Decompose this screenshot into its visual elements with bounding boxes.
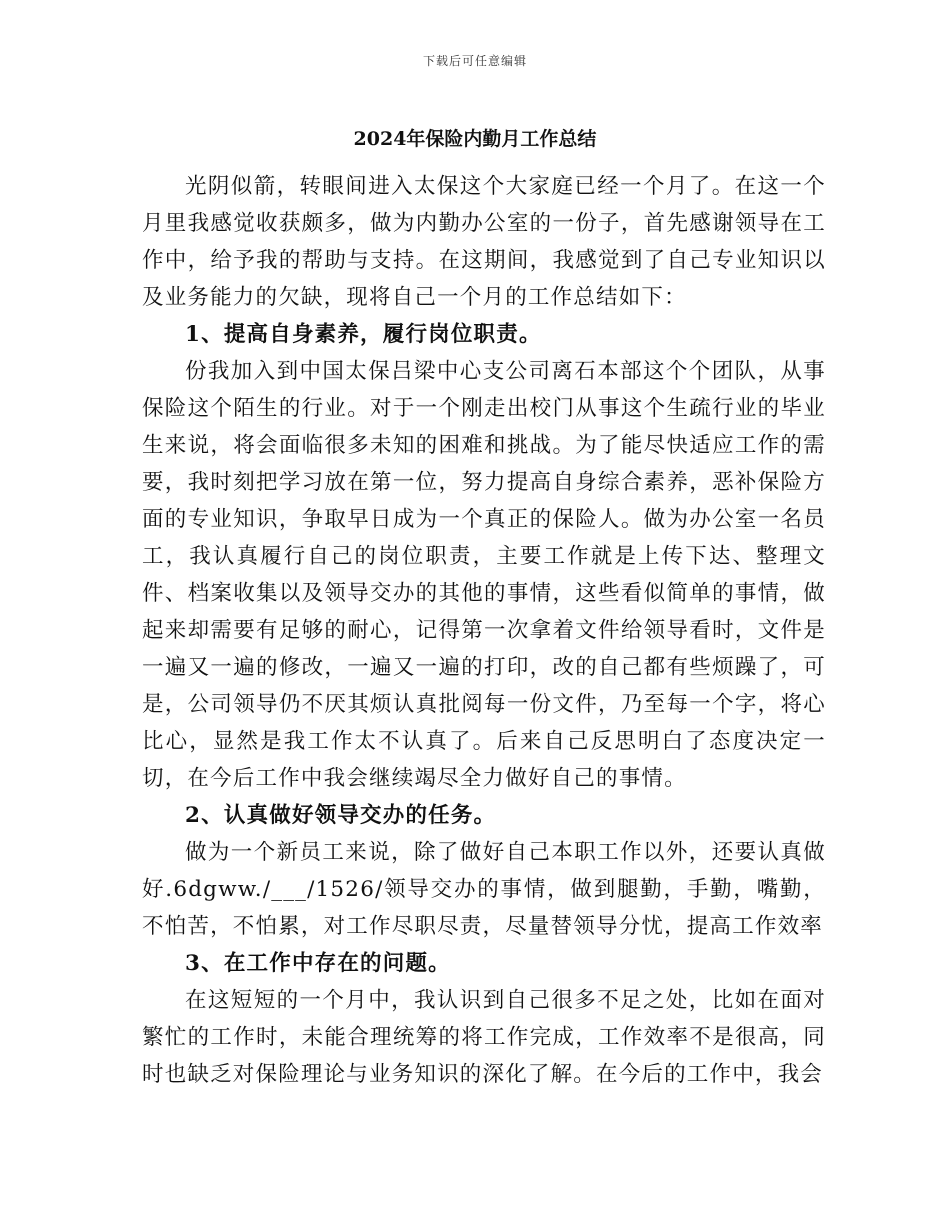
document-title: 2024年保险内勤月工作总结 [353,128,597,150]
document-body [142,168,826,1093]
section-3-paragraph: 在这短短的一个月中，我认识到自己很多不足之处，比如在面对繁忙的工作时，未能合理统筹的将工作完成，工作效率不是很高，同时也缺乏对保险理论与业务知识的深化了解。在今后的工作中，我会 [142,988,826,1087]
section-1-paragraph: 份我加入到中国太保吕梁中心支公司离石本部这个个团队，从事保险这个陌生的行业。对于一个刚走出校门从事这个生疏行业的毕业生来说，将会面临很多未知的困难和挑战。为了能尽快适应工作的需要，我时刻把学习放在第一位，努力提高自身综合素养，恶补保险方面的专业知识，争取早日成为一个真正的保险人。做为办公室一名员工，我认真履行自己的岗位职责，主要工作就是上传下达、整理文件、档案收集以及领导交办的其他的事情，这些看似简单的事情，做起来却需要有足够的耐心，记得第一次拿着文件给领导看时，文件是一遍又一遍的修改，一遍又一遍的打印，改的自己都有些烦躁了，可是，公司领导仍不厌其烦认真批阅每一份文件，乃至每一个字，将心比心，显然是我工作太不认真了。后来自己反思明白了态度决定一切，在今后工作中我会继续竭尽全力做好自己的事情。 [142,359,826,791]
section-2-paragraph: 做为一个新员工来说，除了做好自己本职工作以外，还要认真做好.6dgww./___/1526/领导交办的事情，做到腿勤，手勤，嘴勤，不怕苦，不怕累，对工作尽职尽责，尽量替领导分忧，提高工作效率 [142,840,826,939]
section-2-heading: 2、认真做好领导交办的任务。 [185,803,497,828]
page-header-note: 下载后可任意编辑 [422,54,527,68]
intro-paragraph: 光阴似箭，转眼间进入太保这个大家庭已经一个月了。在这一个月里我感觉收获颇多，做为内勤办公室的一份子，首先感谢领导在工作中，给予我的帮助与支持。在这期间，我感觉到了自己专业知识以及业务能力的欠缺，现将自己一个月的工作总结如下： [142,174,826,310]
section-1-heading: 1、提高自身素养，履行岗位职责。 [185,322,542,347]
section-3-heading: 3、在工作中存在的问题。 [185,951,451,976]
